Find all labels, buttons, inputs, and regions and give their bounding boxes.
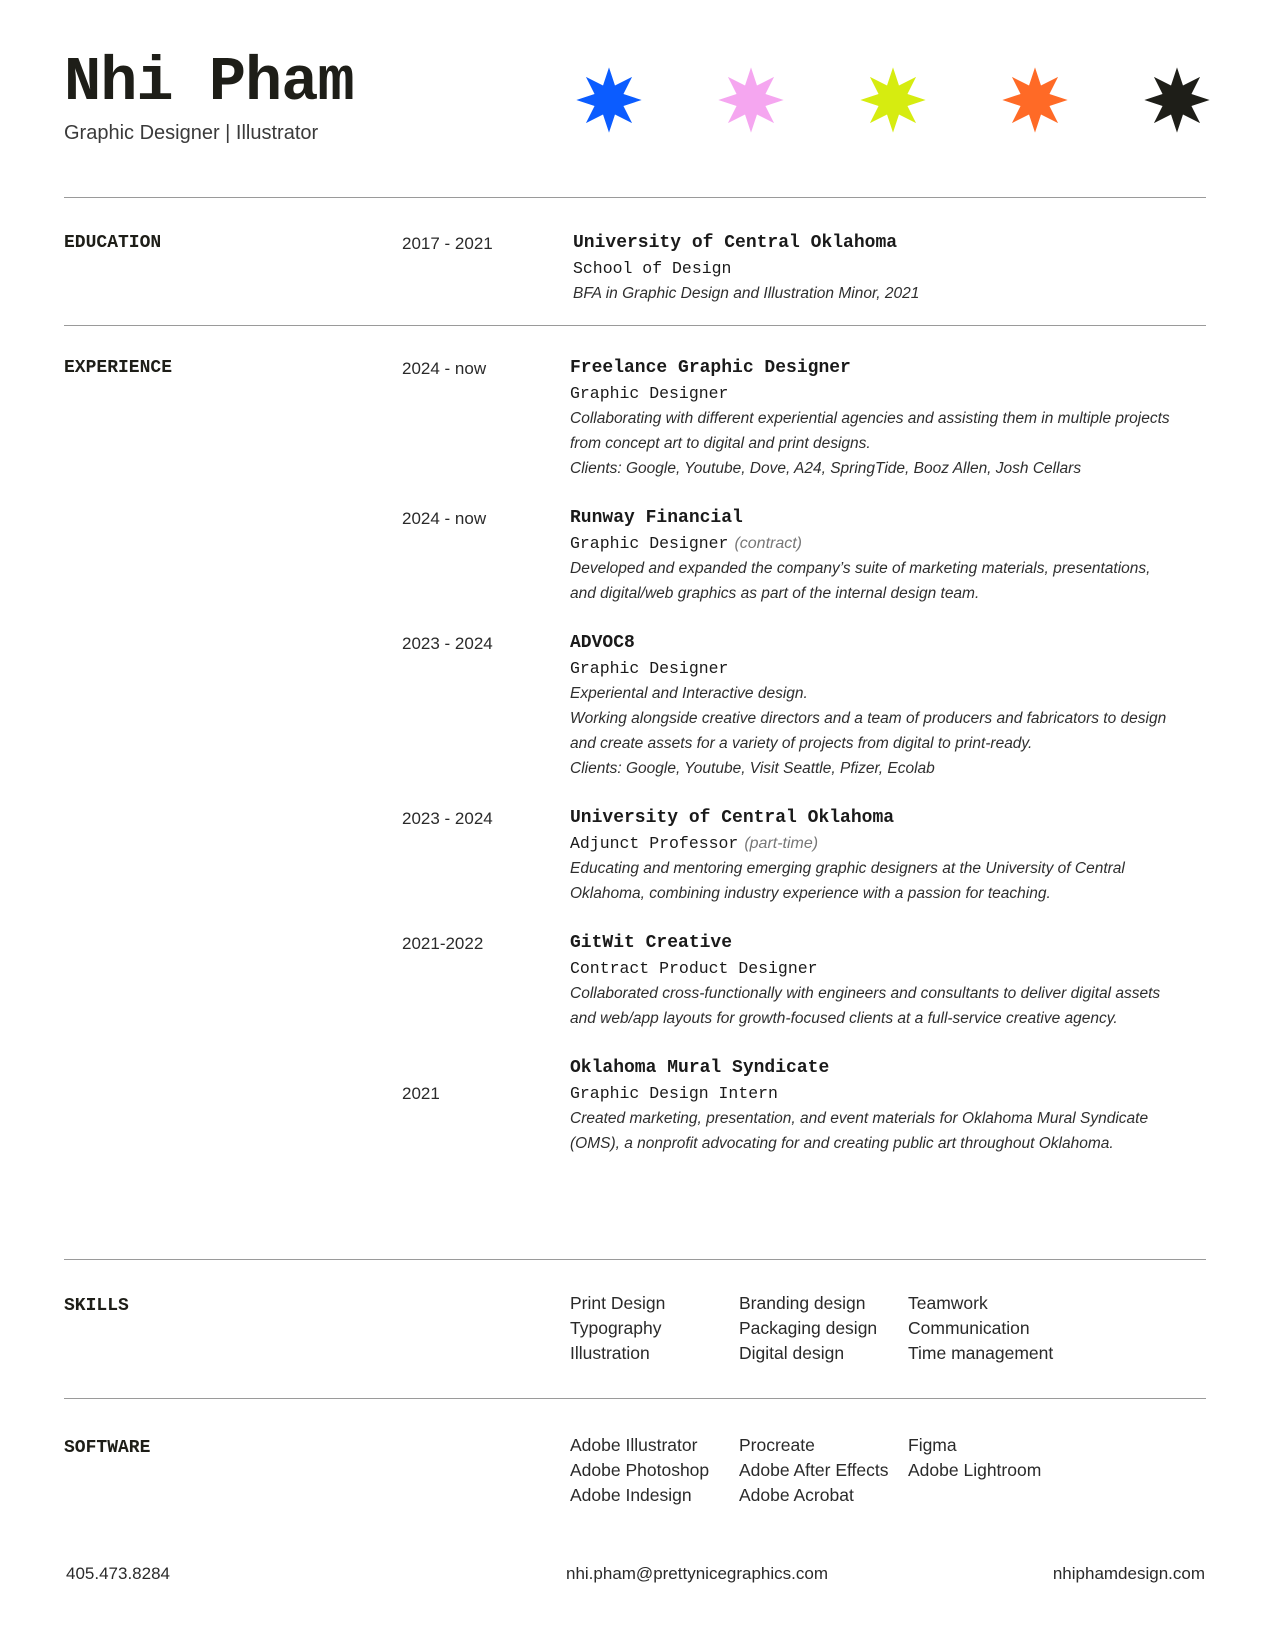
job-role: Graphic Designer (contract) — [570, 534, 803, 553]
orange-star-icon — [1001, 66, 1069, 134]
software-item: Adobe Indesign — [570, 1485, 692, 1505]
education-degree: BFA in Graphic Design and Illustration Minor, 2021 — [573, 285, 920, 302]
skill-item: Print Design — [570, 1293, 666, 1313]
job-description: Educating and mentoring emerging graphic designers at the University of Central Oklahoma, combining industry experience with a passion for teaching. — [570, 860, 1125, 902]
software-list — [570, 1433, 1077, 1508]
software-item: Adobe Lightroom — [908, 1460, 1042, 1480]
education-date: 2017 - 2021 — [402, 234, 493, 253]
software-item: Adobe Acrobat — [739, 1485, 854, 1505]
job-date: 2023 - 2024 — [402, 809, 493, 828]
section-heading-skills: SKILLS — [64, 1296, 129, 1316]
skill-item: Typography — [570, 1318, 662, 1338]
divider — [64, 325, 1206, 326]
skill-item: Time management — [908, 1343, 1054, 1363]
skill-item: Teamwork — [908, 1293, 988, 1313]
job-company: Oklahoma Mural Syndicate — [570, 1058, 830, 1078]
software-item: Adobe After Effects — [739, 1460, 889, 1480]
skills-list — [570, 1291, 1077, 1366]
pink-star-icon — [717, 66, 785, 134]
job-entry — [570, 931, 1210, 1031]
software-item: Adobe Illustrator — [570, 1435, 698, 1455]
job-entry — [570, 806, 1210, 906]
job-entry — [570, 1056, 1210, 1156]
job-description: Collaborated cross-functionally with engineers and consultants to deliver digital assets and web/app layouts for growth-focused clients at a full-service creative agency. — [570, 985, 1161, 1027]
job-type-note: (part-time) — [744, 835, 819, 852]
skill-item: Branding design — [739, 1293, 866, 1313]
divider — [64, 197, 1206, 198]
job-date: 2024 - now — [402, 359, 487, 378]
contact-website[interactable]: nhiphamdesign.com — [1052, 1564, 1205, 1583]
job-description: Created marketing, presentation, and event materials for Oklahoma Mural Syndicate (OMS), a nonprofit advocating for and creating public art throughout Oklahoma. — [570, 1110, 1149, 1152]
contact-email[interactable]: nhi.pham@prettynicegraphics.com — [566, 1564, 828, 1583]
job-description: Developed and expanded the company’s suite of marketing materials, presentations, and digital/web graphics as part of the internal design team. — [570, 560, 1151, 602]
job-description: Collaborating with different experiential agencies and assisting them in multiple projects from concept art to digital and print designs. Clients: Google, Youtube, Dove, A24, SpringTide, Booz Allen, Josh Cellars — [570, 410, 1170, 477]
job-date: 2024 - now — [402, 509, 487, 528]
job-company: GitWit Creative — [570, 933, 733, 953]
job-description: Experiental and Interactive design. Working alongside creative directors and a team of producers and fabricators to design and create assets for a variety of projects from digital to print-ready. Clients: Google, Youtube, Visit Seattle, Pfizer, Ecolab — [570, 685, 1167, 777]
divider — [64, 1398, 1206, 1399]
software-item: Figma — [908, 1435, 957, 1455]
black-star-icon — [1143, 66, 1211, 134]
job-role: Graphic Designer — [570, 384, 729, 403]
divider — [64, 1259, 1206, 1260]
job-entry — [570, 356, 1210, 481]
job-date: 2021-2022 — [402, 934, 484, 953]
skill-item: Packaging design — [739, 1318, 878, 1338]
job-company: Freelance Graphic Designer — [570, 358, 851, 378]
job-company: University of Central Oklahoma — [570, 808, 895, 828]
candidate-title: Graphic Designer | Illustrator — [64, 122, 319, 144]
software-item: Procreate — [739, 1435, 815, 1455]
job-role: Graphic Designer — [570, 659, 729, 678]
software-item: Adobe Photoshop — [570, 1460, 710, 1480]
blue-star-icon — [575, 66, 643, 134]
job-entry — [570, 631, 1210, 781]
job-role: Graphic Design Intern — [570, 1084, 778, 1103]
skill-item: Illustration — [570, 1343, 650, 1363]
contact-phone[interactable]: 405.473.8284 — [66, 1564, 170, 1583]
lime-star-icon — [859, 66, 927, 134]
education-entry — [573, 231, 1213, 306]
job-type-note: (contract) — [734, 535, 803, 552]
job-role: Adjunct Professor (part-time) — [570, 834, 819, 853]
job-date: 2021 — [402, 1084, 440, 1103]
job-role: Contract Product Designer — [570, 959, 818, 978]
job-date: 2023 - 2024 — [402, 634, 493, 653]
job-company: ADVOC8 — [570, 633, 635, 653]
section-heading-experience: EXPERIENCE — [64, 358, 173, 378]
job-company: Runway Financial — [570, 508, 743, 528]
skill-item: Digital design — [739, 1343, 845, 1363]
section-heading-software: SOFTWARE — [64, 1438, 151, 1458]
candidate-name: Nhi Pham — [64, 47, 354, 118]
section-heading-education: EDUCATION — [64, 233, 162, 253]
education-department: School of Design — [573, 259, 732, 278]
skill-item: Communication — [908, 1318, 1030, 1338]
education-school: University of Central Oklahoma — [573, 233, 898, 253]
job-entry — [570, 506, 1210, 606]
